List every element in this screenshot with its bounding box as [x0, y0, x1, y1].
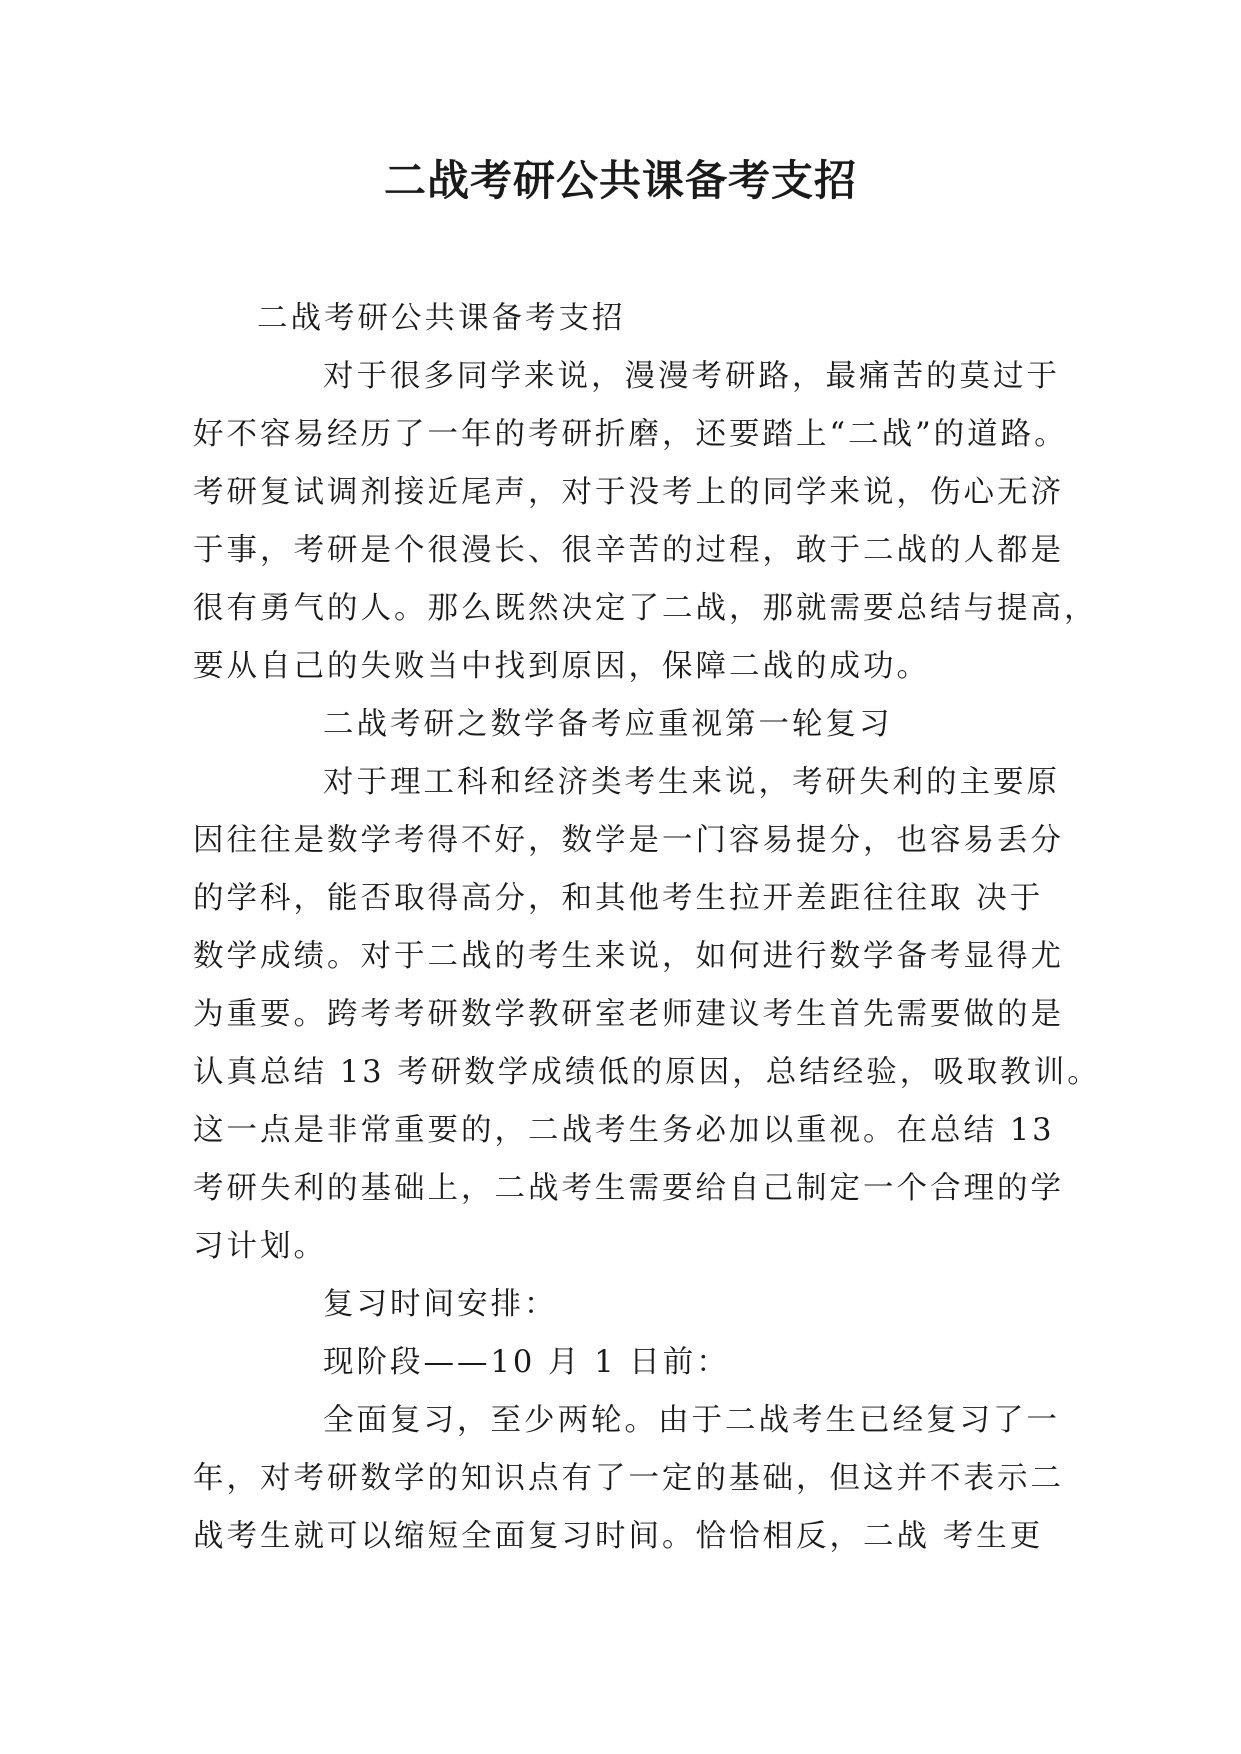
text-line: 二战考研之数学备考应重视第一轮复习 — [323, 707, 893, 742]
text-line: 的学科，能否取得高分，和其他考生拉开差距往往取 决于 — [193, 881, 1044, 916]
text-line: 为重要。跨考考研数学教研室老师建议考生首先需要做的是 — [193, 997, 1064, 1032]
text-line: 于事，考研是个很漫长、很辛苦的过程，敢于二战的人都是 — [193, 533, 1064, 568]
text-line: 考研复试调剂接近尾声，对于没考上的同学来说，伤心无济 — [193, 475, 1064, 510]
text-line: 认真总结 13 考研数学成绩低的原因，总结经验，吸取教训。 — [193, 1055, 1101, 1090]
document-body — [193, 290, 1101, 1566]
text-line: 复习时间安排： — [323, 1287, 558, 1322]
text-line: 这一点是非常重要的，二战考生务必加以重视。在总结 13 — [193, 1113, 1055, 1148]
text-line: 战考生就可以缩短全面复习时间。恰恰相反，二战 考生更 — [193, 1519, 1044, 1554]
text-line: 好不容易经历了一年的考研折磨，还要踏上“二战”的道路。 — [193, 417, 1068, 452]
text-line: 年，对考研数学的知识点有了一定的基础，但这并不表示二 — [193, 1461, 1064, 1496]
text-line: 现阶段——10 月 1 日前： — [323, 1345, 730, 1380]
text-line: 习计划。 — [193, 1229, 327, 1264]
text-line: 要从自己的失败当中找到原因，保障二战的成功。 — [193, 649, 930, 684]
text-line: 全面复习，至少两轮。由于二战考生已经复习了一 — [323, 1403, 1060, 1438]
document-title: 二战考研公共课备考支招 — [383, 156, 857, 205]
text-line: 很有勇气的人。那么既然决定了二战，那就需要总结与提高， — [193, 591, 1098, 626]
text-line: 对于理工科和经济类考生来说，考研失利的主要原 — [323, 765, 1060, 800]
text-line: 对于很多同学来说，漫漫考研路，最痛苦的莫过于 — [323, 359, 1060, 394]
text-line: 因往往是数学考得不好，数学是一门容易提分，也容易丢分 — [193, 823, 1064, 858]
text-line: 数学成绩。对于二战的考生来说，如何进行数学备考显得尤 — [193, 939, 1064, 974]
text-line: 二战考研公共课备考支招 — [257, 301, 626, 336]
text-line: 考研失利的基础上，二战考生需要给自己制定一个合理的学 — [193, 1171, 1064, 1206]
